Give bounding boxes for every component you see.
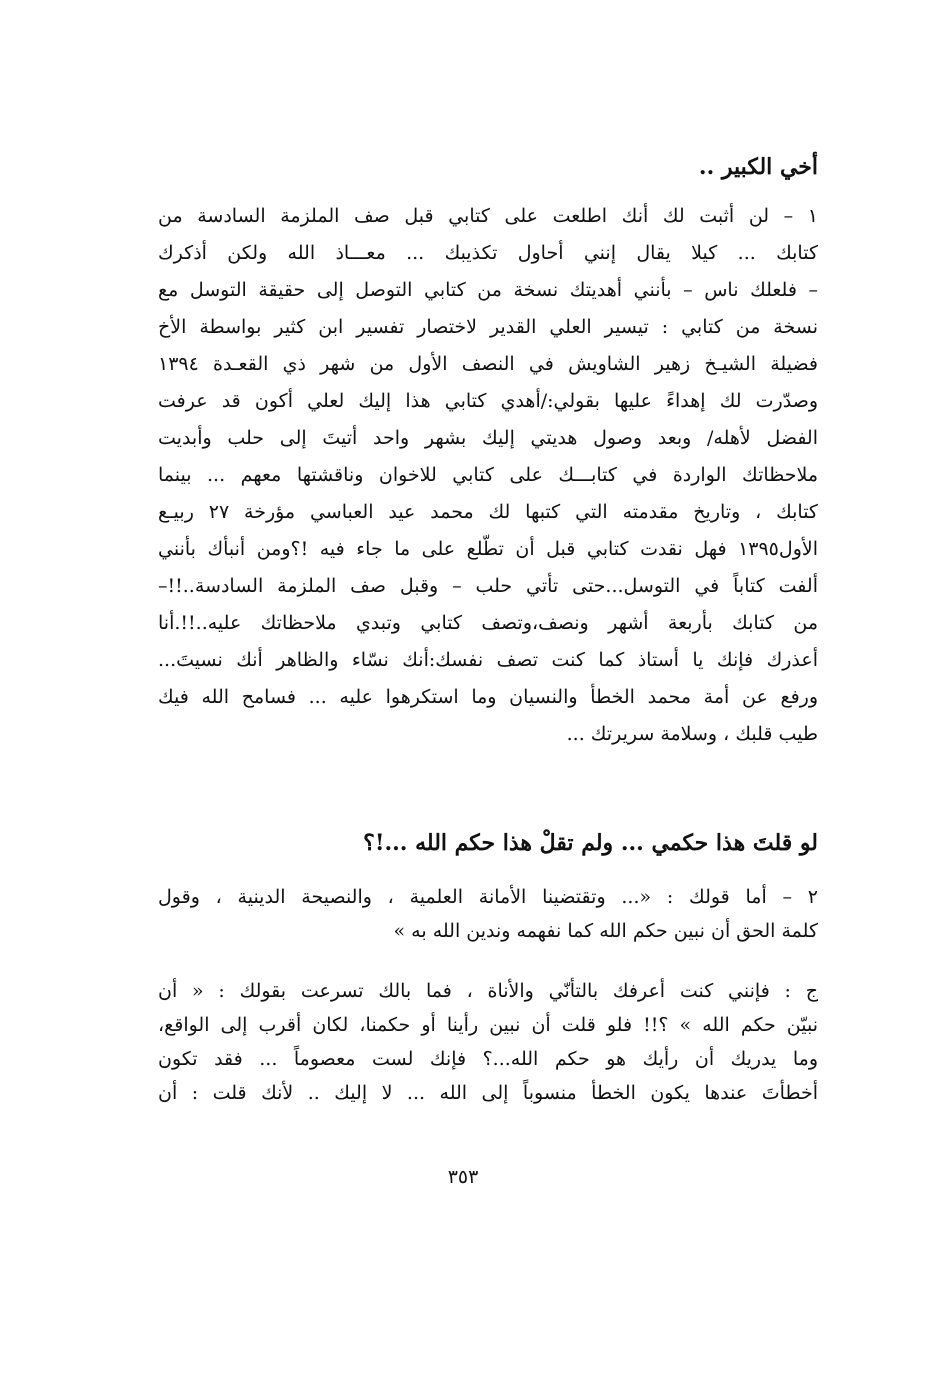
paragraph-3 — [158, 974, 818, 1110]
text-line: فضيلة الشيـخ زهير الشاويش في النصف الأول من شهر ذي القعـدة ١٣٩٤ — [158, 353, 818, 375]
text-line: ألفت كتاباً في التوسل...حتى تأتي حلب – وقبل صف الملزمة السادسة..!!– — [158, 575, 818, 597]
text-line: أخطأتَ عندها يكون الخطأ منسوباً إلى الله ... لا إليك .. لأنك قلت : أن — [158, 1082, 818, 1104]
text-line: ملاحظاتك الواردة في كتابـــك على كتابي للاخوان وناقشتها معهم ... بينما — [158, 464, 818, 486]
paragraph-2 — [158, 880, 818, 948]
text-line: من كتابك بأربعة أشهر ونصف،وتصف كتابي وتبدي ملاحظاتك عليه..!!.أنا — [158, 612, 818, 634]
text-line: ج : فإنني كنت أعرفك بالتأنّي والأناة ، فما بالك تسرعت بقولك : « أن — [158, 980, 818, 1002]
section-heading-1: أخي الكبير .. — [698, 154, 818, 180]
text-line: نبيّن حكم الله » ؟!! فلو قلت أن نبين رأينا أو حكمنا، لكان أقرب إلى الواقع، — [158, 1014, 818, 1036]
text-line: طيب قلبك ، وسلامة سريرتك ... — [566, 723, 818, 745]
text-line: نسخة من كتابي : تيسير العلي القدير لاختصار تفسير ابن كثير بواسطة الأخ — [158, 316, 818, 338]
text-line: الأول١٣٩٥ فهل نقدت كتابي قبل أن تطّلع على ما جاء فيه !؟ومن أنبأك بأنني — [158, 538, 818, 560]
text-line: ١ – لن أثبت لك أنك اطلعت على كتابي قبل صف الملزمة السادسة من — [158, 205, 818, 227]
paragraph-1 — [158, 198, 818, 753]
text-line: كتابك ، وتاريخ مقدمته التي كتبها لك محمد عيد العباسي مؤرخة ٢٧ ربيـع — [158, 501, 818, 523]
section-heading-2: لو قلتَ هذا حكمي ... ولم تقلْ هذا حكم الله ...!؟ — [363, 830, 818, 856]
text-line: أعذرك فإنك يا أستاذ كما كنت تصف نفسك:أنك نسّاء والظاهر أنك نسيتَ... — [158, 649, 818, 671]
text-line: وما يدريك أن رأيك هو حكم الله...؟ فإنك لست معصوماً ... فقد تكون — [158, 1048, 818, 1070]
text-line: كلمة الحق أن نبين حكم الله كما نفهمه وندين الله به » — [393, 920, 818, 942]
page-number: ٣٥٣ — [447, 1166, 479, 1188]
text-line: – فلعلك ناس – بأنني أهديتك نسخة من كتابي التوصل إلى حقيقة التوسل مع — [158, 279, 818, 301]
text-line: ورفع عن أمة محمد الخطأ والنسيان وما استكرهوا عليه ... فسامح الله فيك — [158, 686, 818, 708]
text-line: ٢ – أما قولك : «... وتقتضينا الأمانة العلمية ، والنصيحة الدينية ، وقول — [158, 886, 818, 908]
text-line: الفضل لأهله/ وبعد وصول هديتي إليك بشهر واحد أتيتَ إلى حلب وأبديت — [158, 427, 818, 449]
text-line: وصدّرت لك إهداءً عليها بقولي:/أهدي كتابي هذا إليك لعلي أكون قد عرفت — [158, 390, 818, 412]
text-line: كتابك ... كيلا يقال إنني أحاول تكذيبك ... معـــاذ الله ولكن أذكرك — [158, 242, 818, 264]
